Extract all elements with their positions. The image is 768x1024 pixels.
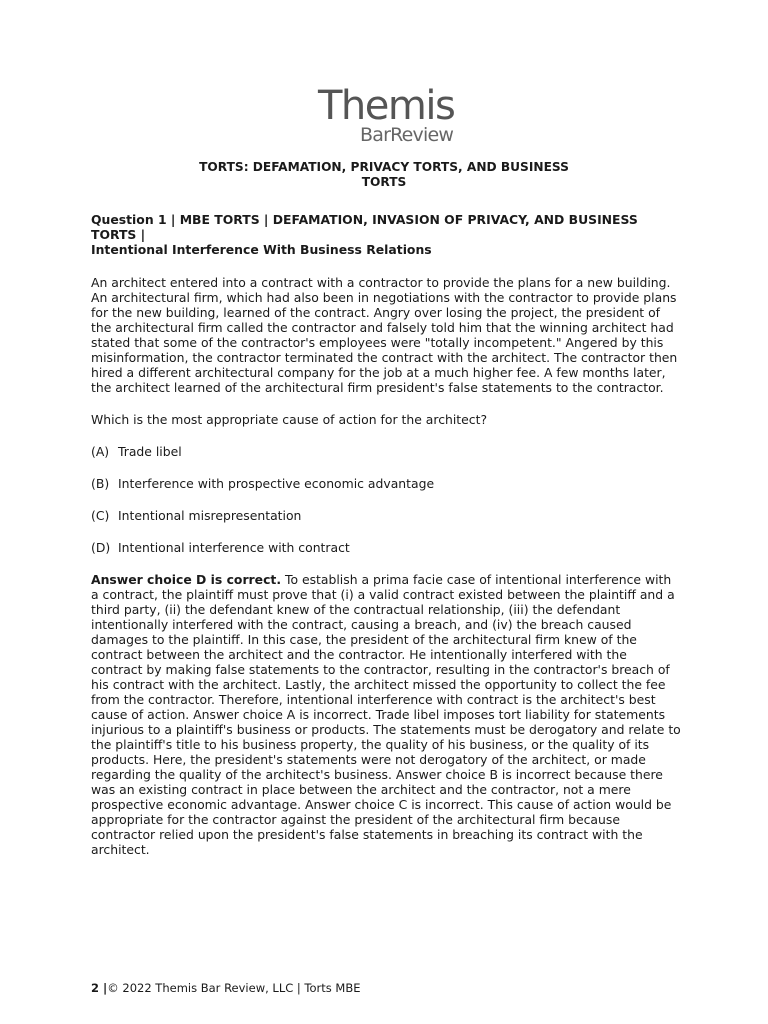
page-footer [91,981,361,995]
answer-choices [91,444,681,555]
choice-text: Intentional interference with contract [118,540,350,555]
choice-a [91,444,681,459]
choice-letter: (D) [91,540,111,555]
answer-explanation [91,572,681,857]
footer-separator: | [99,981,108,995]
choice-letter: (A) [91,444,110,459]
choice-text: Interference with prospective economic advantage [118,476,435,491]
answer-body: To establish a prima facie case of intentional interference with a contract, the plaintiff must prove that (i) a valid contract existed between the plaintiff and a third party, (ii) the defendant knew of the contractual relationship, (iii) the defendant intentionally interfered with the contract, causing a breach, and (iv) the breach caused damages to the plaintiff. In this case, the president of the architectural firm knew of the contract between the architect and the contractor. He intentionally interfered with the contract by making false statements to the contractor, resulting in the contractor's breach of his contract with the architect. Lastly, the architect missed the opportunity to collect the fee from the contractor. Therefore, intentional interference with contract is the architect's best cause of action. Answer choice A is incorrect. Trade libel imposes tort liability for statements injurious to a plaintiff's business or products. The statements must be derogatory and relate to the plaintiff's title to his business property, the quality of his business, or the quality of its products. Here, the president's statements were not derogatory of the architect, or made regarding the quality of the architect's business. Answer choice B is incorrect because there was an existing contract in place between the architect and the contractor, not a mere prospective economic advantage. Answer choice C is incorrect. This cause of action would be appropriate for the contractor against the president of the architectural firm because contractor relied upon the president's false statements in breaching its contract with the architect. [91,572,681,857]
choice-text: Trade libel [118,444,182,459]
logo-wordmark: Themis [318,83,455,129]
copyright-text: © 2022 Themis Bar Review, LLC | Torts MBE [107,981,361,995]
question-header-line1: Question 1 | MBE TORTS | DEFAMATION, INVASION OF PRIVACY, AND BUSINESS [91,212,638,227]
choice-letter: (C) [91,508,110,523]
answer-lead: Answer choice D is correct. [91,572,282,587]
themis-logo [318,83,458,146]
document-title-line2: TORTS [361,175,407,189]
question-topic: Intentional Interference With Business Relations [91,242,432,257]
question-prompt: Which is the most appropriate cause of action for the architect? [91,412,488,427]
choice-c [91,508,681,523]
document-title [180,160,588,190]
logo-subtitle: BarReview [360,124,454,146]
question-header [91,212,681,257]
choice-text: Intentional misrepresentation [118,508,302,523]
question-stem: An architect entered into a contract with a contractor to provide the plans for a new building. An architectural firm, which had also been in negotiations with the contractor to provide plans for the new building, learned of the contract. Angry over losing the project, the president of the architectural firm called the contractor and falsely told him that the winning architect had stated that some of the contractor's employees were "totally incompetent." Angered by this misinformation, the contractor terminated the contract with the architect. The contractor then hired a different architectural company for the job at a much higher fee. A few months later, the architect learned of the architectural firm president's false statements to the contractor. [91,275,678,395]
page-number: 2 [91,981,100,995]
question-content [91,212,681,857]
choice-b [91,476,681,491]
document-title-line1: TORTS: DEFAMATION, PRIVACY TORTS, AND BUSINESS [199,160,569,174]
choice-letter: (B) [91,476,110,491]
question-header-line2: TORTS | [91,227,146,242]
choice-d [91,540,681,555]
